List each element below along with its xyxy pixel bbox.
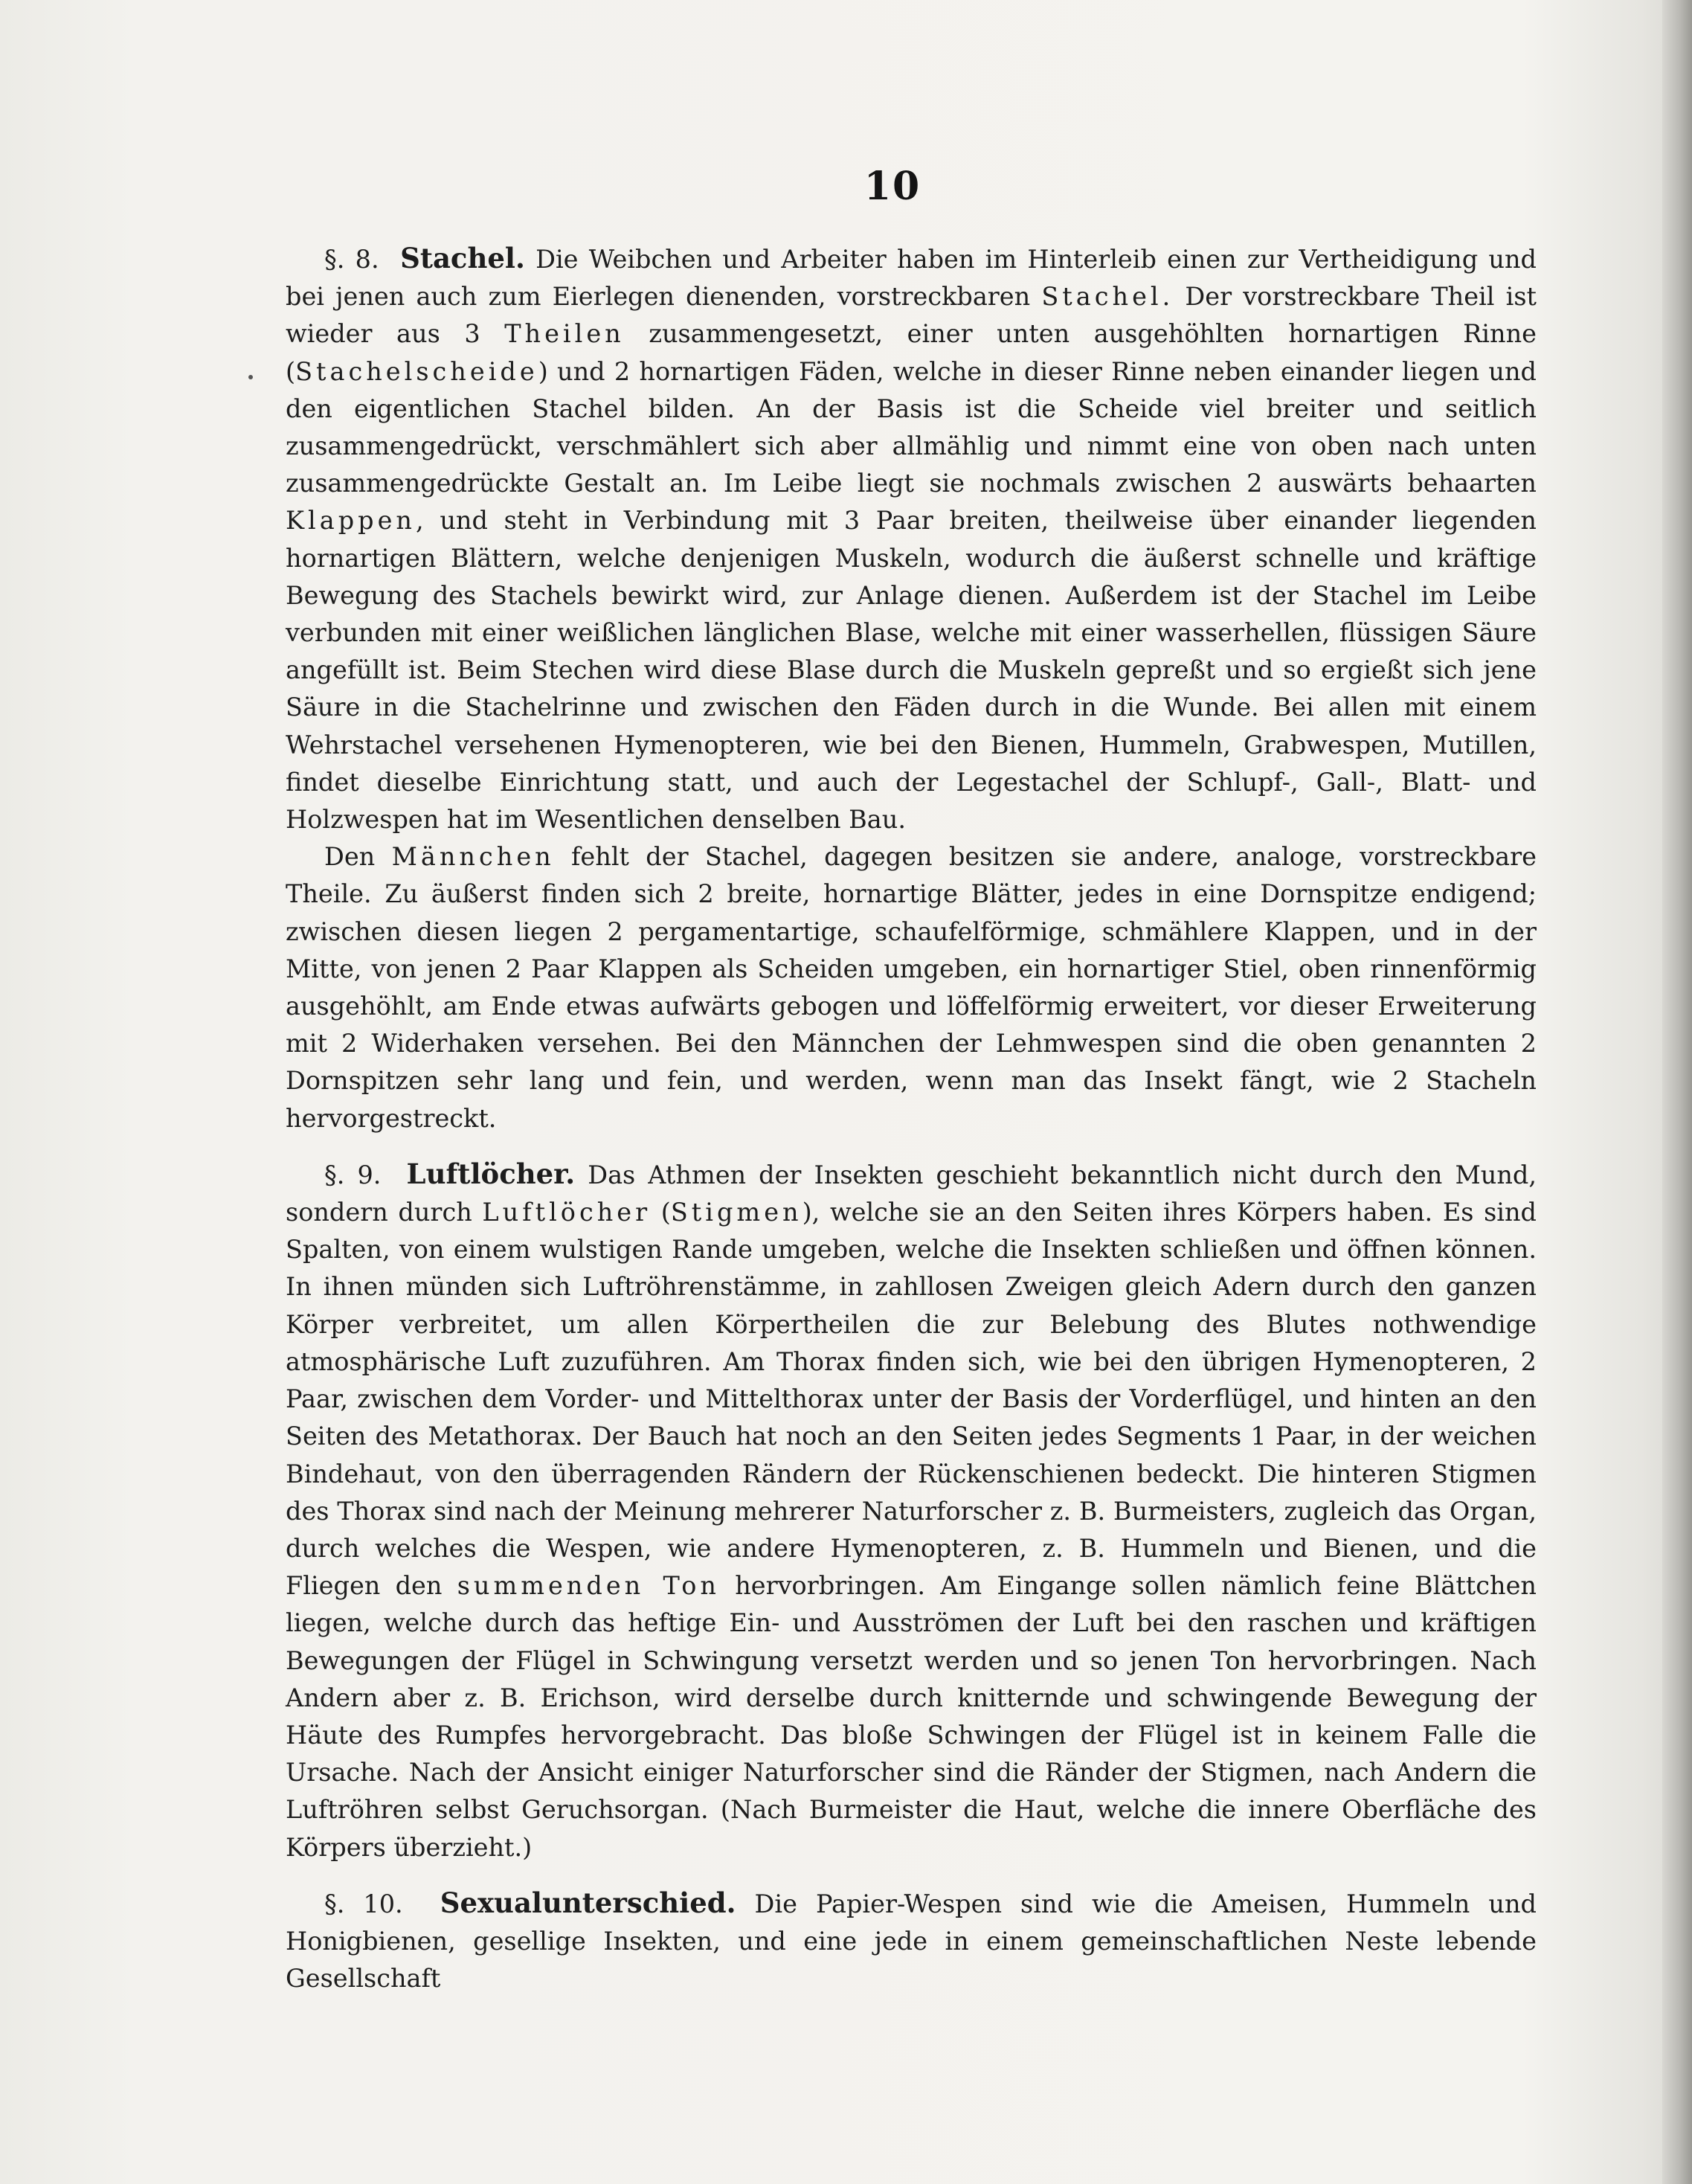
spaced-term: Stigmen — [670, 1198, 802, 1227]
text-run: zusammengesetzt, einer unten ausgehöhlten hornartigen Rinne ( — [286, 319, 1537, 386]
section-number: §. 9. — [324, 1160, 382, 1189]
text-run: Der vorstreckbare Theil ist wieder aus 3 — [286, 282, 1537, 349]
ink-speck — [248, 375, 253, 379]
text-run: ) und 2 hornartigen Fäden, welche in dieser Rinne neben einander liegen und den eigentlichen Stachel bilden. An der Basis ist die Scheide viel breiter und seitlich zusammengedrückt, verschmählert sich aber allmählig und nimmt eine von oben nach unten zusammengedrückte Gestalt an. Im Leibe liegt sie nochmals zwischen 2 auswärts behaarten — [286, 356, 1537, 498]
spaced-term: Luftlöcher — [482, 1198, 652, 1227]
section-10-paragraph — [286, 1884, 1537, 1998]
text-run: fehlt der Stachel, dagegen besitzen sie andere, analoge, vorstreckbare Theile. Zu äußerst finden sich 2 breite, hornartige Blätter, jedes in eine Dornspitze endigend; zwischen diesen liegen 2 pergamentartige, schaufelförmige, schmählere Klappen, und in der Mitte, von jenen 2 Paar Klappen als Scheiden umgeben, ein hornartiger Stiel, oben rinnenförmig ausgehöhlt, am Ende etwas aufwärts gebogen und löffelförmig erweitert, vor dieser Erweiterung mit 2 Widerhaken versehen. Bei den Männchen der Lehmwespen sind die oben genannten 2 Dornspitzen sehr lang und fein, und werden, wenn man das Insekt fängt, wie 2 Stacheln hervorgestreckt. — [286, 842, 1537, 1133]
body-text — [286, 240, 1537, 1997]
text-run: Den — [324, 842, 376, 872]
text-run: hervorbringen. Am Eingange sollen nämlich feine Blättchen liegen, welche durch das heftige Ein- und Ausströmen der Luft bei den raschen und kräftigen Bewegungen der Flügel in Schwingung versetzt werden und so jenen Ton hervorbringen. Nach Andern aber z. B. Erichson, wird derselbe durch knitternde und schwingende Bewegung der Häute des Rumpfes hervorgebracht. Das bloße Schwingen der Flügel ist in keinem Falle die Ursache. Nach der Ansicht einiger Naturforscher sind die Ränder der Stigmen, nach Andern die Luftröhren selbst Geruchsorgan. (Nach Burmeister die Haut, welche die innere Oberfläche des Körpers überzieht.) — [286, 1571, 1537, 1862]
section-8-paragraph — [286, 240, 1537, 838]
spaced-term: Klappen — [286, 506, 416, 536]
spaced-term: Stachelscheide — [295, 356, 538, 386]
section-8-paragraph-2 — [286, 838, 1537, 1137]
text-run: , und steht in Verbindung mit 3 Paar breiten, theilweise über einander liegenden hornartigen Blättern, welche denjenigen Muskeln, wodurch die äußerst schnelle und kräftige Bewegung des Stachels bewirkt wird, zur Anlage dienen. Außerdem ist der Stachel im Leibe verbunden mit einer weißlichen länglichen Blase, welche mit einer wasserhellen, flüssigen Säure angefüllt ist. Beim Stechen wird diese Blase durch die Muskeln gepreßt und so ergießt sich jene Säure in die Stachelrinne und zwischen den Fäden durch in die Wunde. Bei allen mit einem Wehrstachel versehenen Hymenopteren, wie bei den Bienen, Hummeln, Grabwespen, Mutillen, findet dieselbe Einrichtung statt, und auch der Legestachel der Schlupf-, Gall-, Blatt- und Holzwespen hat im Wesentlichen denselben Bau. — [286, 506, 1537, 835]
section-9-paragraph — [286, 1155, 1537, 1866]
spaced-term: Theilen — [504, 319, 625, 349]
spaced-term: Stachel. — [1041, 282, 1174, 312]
text-run: Das Athmen der Insekten geschieht bekanntlich nicht durch den Mund, sondern durch — [286, 1160, 1537, 1227]
section-title: Stachel. — [400, 242, 525, 274]
spaced-term: Männchen — [391, 842, 555, 872]
page-number: 10 — [863, 164, 921, 209]
section-number: §. 10. — [324, 1889, 403, 1918]
text-run: ), welche sie an den Seiten ihres Körpers haben. Es sind Spalten, von einem wulstigen Rande umgeben, welche die Insekten schließen und öffnen können. In ihnen münden sich Luftröhrenstämme, in zahllosen Zweigen gleich Adern durch den ganzen Körper verbreitet, um allen Körpertheilen die zur Belebung des Blutes nothwendige atmosphärische Luft zuzuführen. Am Thorax finden sich, wie bei den übrigen Hymenopteren, 2 Paar, zwischen dem Vorder- und Mittelthorax unter der Basis der Vorderflügel, und hinten an den Seiten des Metathorax. Der Bauch hat noch an den Seiten jedes Segments 1 Paar, in der weichen Bindehaut, von den überragenden Rändern der Rückenschienen bedeckt. Die hinteren Stigmen des Thorax sind nach der Meinung mehrerer Naturforscher z. B. Burmeisters, zugleich das Organ, durch welches die Wespen, wie andere Hymenopteren, z. B. Hummeln und Bienen, und die Fliegen den — [286, 1198, 1537, 1601]
text-run: ( — [660, 1198, 671, 1227]
text-run: Die Weibchen und Arbeiter haben im Hinterleib einen zur Vertheidigung und bei jenen auch zum Eierlegen dienenden, vorstreckbaren — [286, 245, 1537, 312]
text-run: Die Papier-Wespen sind wie die Ameisen, Hummeln und Honigbienen, gesellige Insekten, und eine jede in einem gemeinschaftlichen Neste lebende Gesellschaft — [286, 1889, 1537, 1994]
book-spine-shadow — [1662, 0, 1692, 2184]
spaced-term: summenden Ton — [457, 1571, 720, 1601]
section-title: Sexualunterschied. — [440, 1886, 736, 1919]
section-title: Luftlöcher. — [406, 1157, 576, 1190]
section-number: §. 8. — [324, 245, 379, 274]
